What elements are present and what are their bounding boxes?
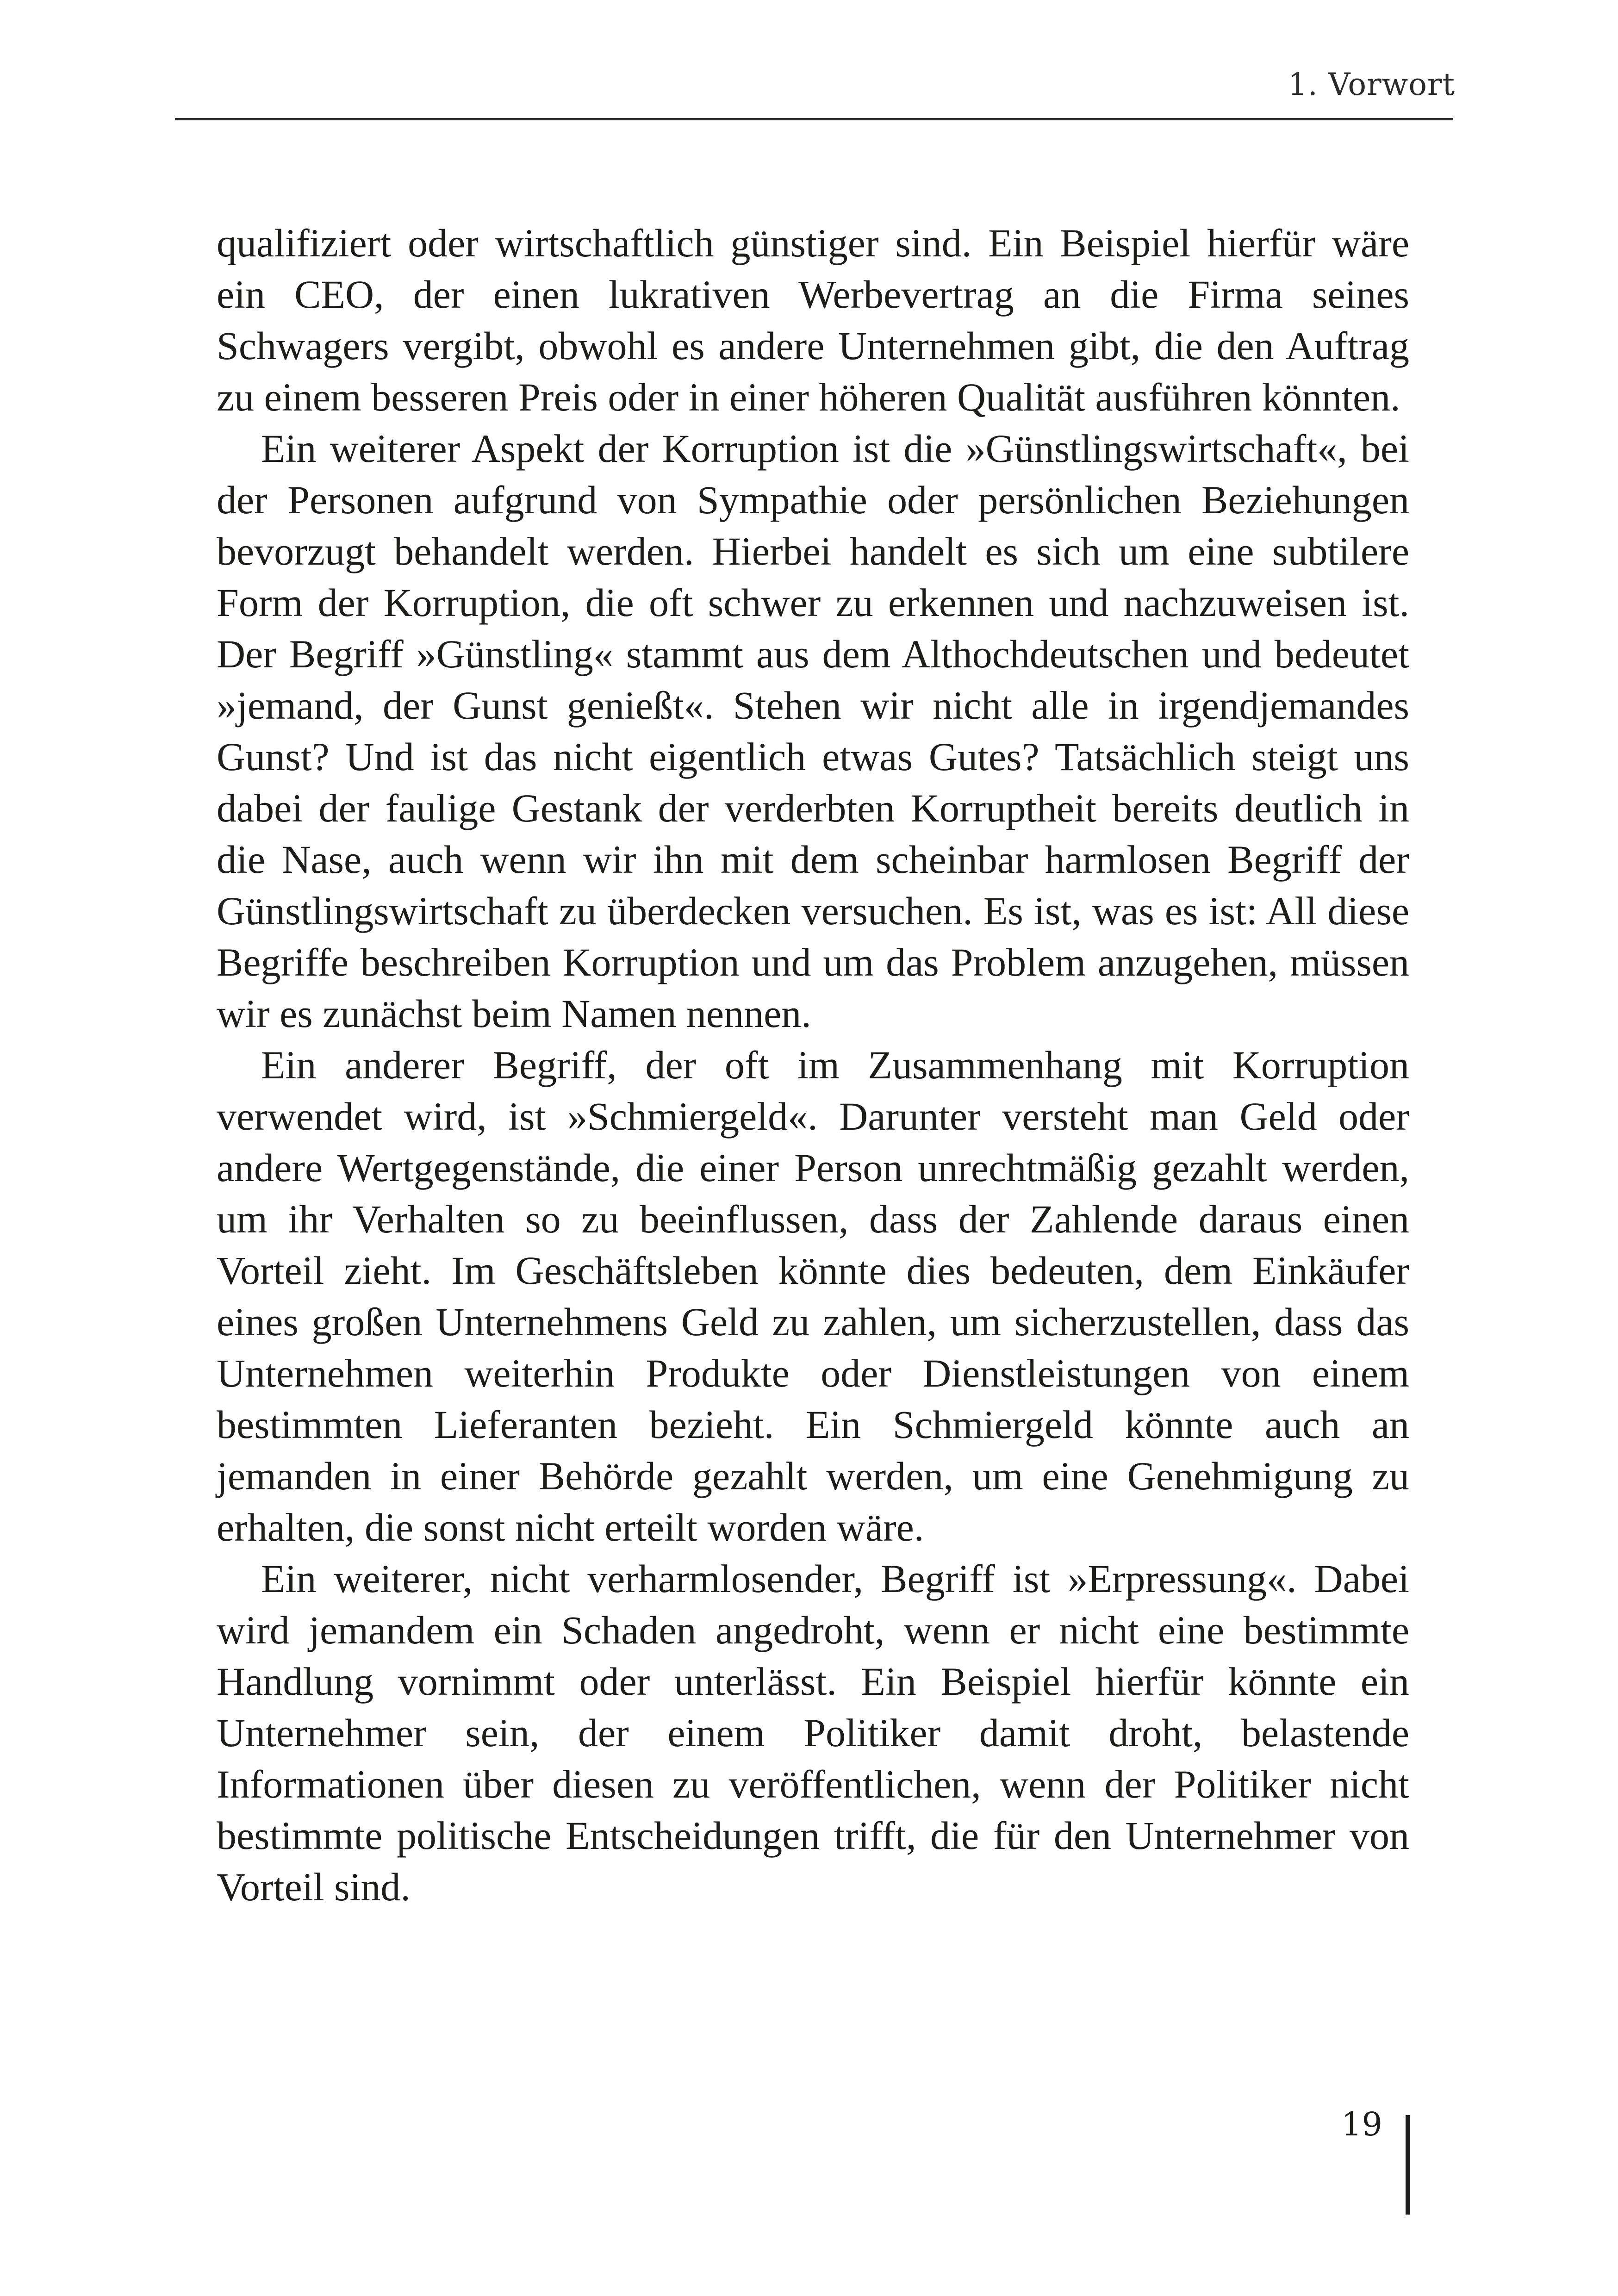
- paragraph-4: Ein weiterer, nicht verharmlosender, Begriff ist »Erpressung«. Dabei wird jemandem ein Schaden angedroht, wenn er nicht eine bestimmte Handlung vornimmt oder unterlässt. Ein Beispiel hierfür könnte ein Unternehmer sein, der einem Politiker damit droht, belastende Informationen über diesen zu veröffentlichen, wenn der Politiker nicht bestimmte politische Entscheidungen trifft, die für den Unternehmer von Vorteil sind.: [217, 1556, 1409, 1909]
- paragraph-3: Ein anderer Begriff, der oft im Zusammenhang mit Korruption verwendet wird, ist »Schmiergeld«. Darunter versteht man Geld oder andere Wertgegenstände, die einer Person unrechtmäßig gezahlt werden, um ihr Verhalten so zu beeinflussen, dass der Zahlende daraus einen Vorteil zieht. Im Geschäftsleben könnte dies bedeuten, dem Einkäufer eines großen Unternehmens Geld zu zahlen, um sicherzustellen, dass das Unternehmen weiterhin Produkte oder Dienstleistungen von einem bestimmten Lieferanten bezieht. Ein Schmiergeld könnte auch an jemanden in einer Behörde gezahlt werden, um eine Genehmigung zu erhalten, die sonst nicht erteilt worden wäre.: [217, 1043, 1409, 1549]
- page-number: 19: [1341, 2105, 1383, 2143]
- body-text: [217, 218, 1409, 1913]
- header-rule: [175, 118, 1453, 120]
- paragraph-2: Ein weiterer Aspekt der Korruption ist die »Günstlingswirtschaft«, bei der Personen aufgrund von Sympathie oder persönlichen Beziehungen bevorzugt behandelt werden. Hierbei handelt es sich um eine subtilere Form der Korruption, die oft schwer zu erkennen und nachzuweisen ist. Der Begriff »Günstling« stammt aus dem Althochdeutschen und bedeutet »jemand, der Gunst genießt«. Stehen wir nicht alle in irgendjemandes Gunst? Und ist das nicht eigentlich etwas Gutes? Tatsächlich steigt uns dabei der faulige Gestank der verderbten Korruptheit bereits deutlich in die Nase, auch wenn wir ihn mit dem scheinbar harmlosen Begriff der Günstlingswirtschaft zu überdecken versuchen. Es ist, was es ist: All diese Begriffe beschreiben Korruption und um das Problem anzugehen, müssen wir es zunächst beim Namen nennen.: [217, 426, 1409, 1036]
- paragraph-1: qualifiziert oder wirtschaftlich günstiger sind. Ein Beispiel hierfür wäre ein CEO, der einen lukrativen Werbevertrag an die Firma seines Schwagers vergibt, obwohl es andere Unternehmen gibt, die den Auftrag zu einem besseren Preis oder in einer höheren Qualität ausführen könnten.: [217, 221, 1409, 419]
- running-head-title: 1. Vorwort: [1288, 67, 1455, 102]
- page-number-rule: [1406, 2115, 1410, 2215]
